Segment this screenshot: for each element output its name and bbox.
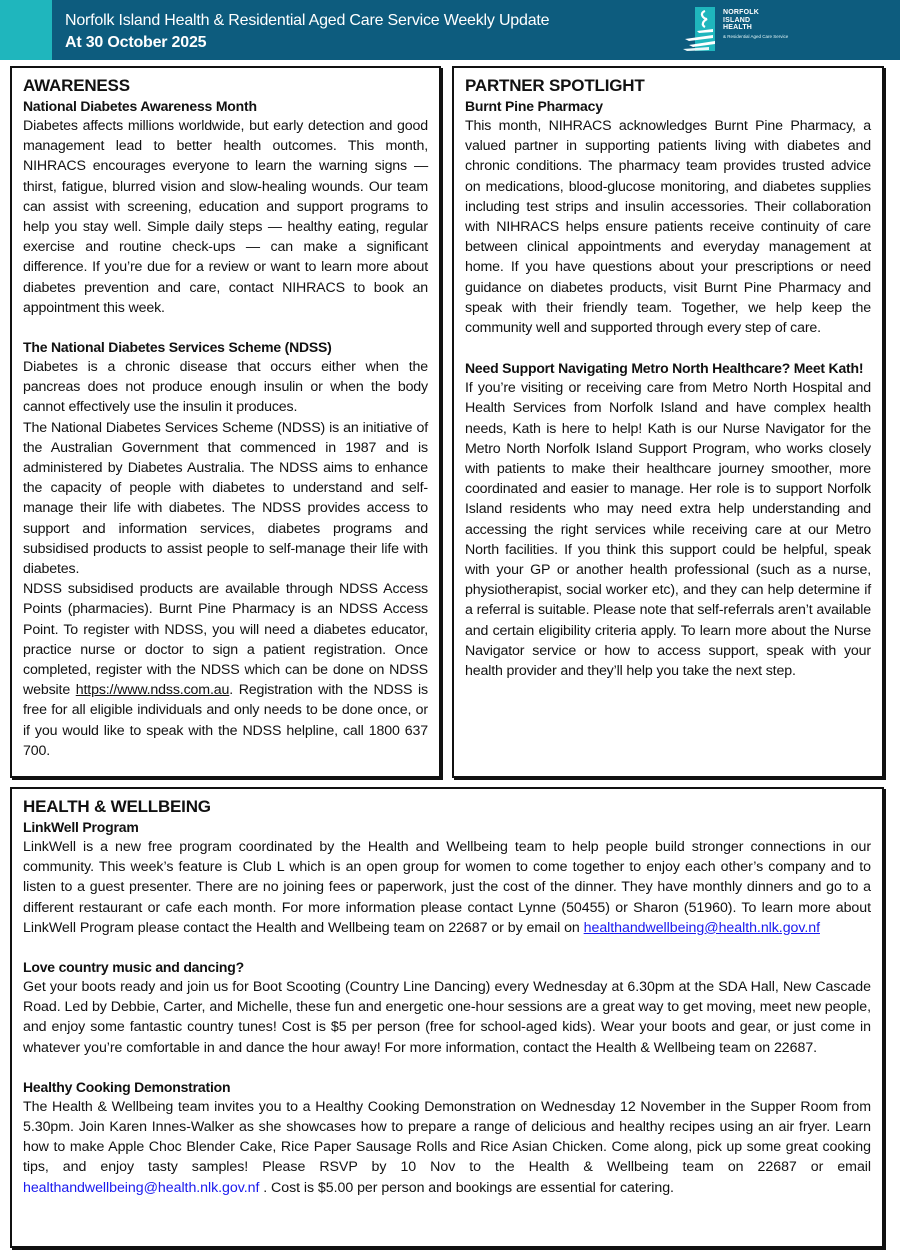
- article-body: If you’re visiting or receiving care from Metro North Hospital and Health Services from Norfolk Island and have complex health needs, Kath is here to help! Kath is our Nurse Navigator for the Metro North Norfolk Island Support Program, who works closely with patients to make their healthcare journey smoother, more coordinated and easier to manage. Her role is to support Norfolk Island residents who may need extra help understanding and accessing the right services while receiving care at our Metro North facilities. If you think this support could be helpful, speak with your GP or another health professional (such as a nurse, physiotherapist, social worker etc), and they can help determine if a referral is suitable. Please note that self-referrals aren’t available and certain eligibility criteria apply. To learn more about the Nurse Navigator service or how to access support, speak with your health provider and they’ll help you take the next step.: [465, 380, 871, 680]
- article-body: This month, NIHRACS acknowledges Burnt Pine Pharmacy, a valued partner in supporting patients living with diabetes and chronic conditions. The pharmacy team provides trusted advice on medications, blood-glucose monitoring, and diabetes supplies including test strips and insulin accessories. Their collaboration with NIHRACS helps ensure patients receive continuity of care between clinical appointments and everyday management at home. If you have questions about your prescriptions or need guidance on diabetes products, visit Burnt Pine Pharmacy and speak with their friendly team. Together, we help keep the community well and supported through every step of care.: [465, 118, 871, 337]
- section-heading: AWARENESS: [23, 76, 130, 95]
- email-link[interactable]: healthandwellbeing@health.nlk.gov.nf: [583, 919, 820, 936]
- logo-tagline: & Residential Aged Care Service: [723, 34, 789, 39]
- article-heading: Burnt Pine Pharmacy: [465, 98, 603, 114]
- section-heading: HEALTH & WELLBEING: [23, 797, 211, 816]
- organisation-logo: [683, 5, 793, 53]
- paragraph-text: LinkWell is a new free program coordinated by the Health and Wellbeing team to help people build stronger connections in our community. This week’s feature is Club L which is an open group for women to come together to enjoy each other’s company and to listen to a guest presenter. There are no joining fees or paperwork, just the cost of the dinner. They have monthly dinners and go to a different restaurant or cafe each month. For more information please contact Lynne (50455) or Sharon (51960). To learn more about LinkWell Program please contact the Health and Wellbeing team on 22687 or by email on: [23, 839, 871, 936]
- article-heading: The National Diabetes Services Scheme (NDSS): [23, 339, 332, 356]
- article-heading: Need Support Navigating Metro North Healthcare? Meet Kath!: [465, 360, 864, 377]
- partner-spotlight-section: [452, 66, 884, 778]
- article-heading: LinkWell Program: [23, 819, 139, 835]
- ndss-website-link[interactable]: https://www.ndss.com.au: [75, 682, 230, 699]
- article-heading: Healthy Cooking Demonstration: [23, 1078, 231, 1095]
- section-heading: PARTNER SPOTLIGHT: [465, 76, 645, 95]
- newsletter-title: Norfolk Island Health & Residential Aged Care Service Weekly Update: [65, 12, 550, 29]
- email-link[interactable]: healthandwellbeing@health.nlk.gov.nf: [23, 1179, 260, 1196]
- article-heading: National Diabetes Awareness Month: [23, 98, 257, 114]
- paragraph-text: The Health & Wellbeing team invites you to a Healthy Cooking Demonstration on Wednesday 12 November in the Supper Room from 5.30pm. Join Karen Innes-Walker as she showcases how to prepare a range of delicious and healthy recipes using an air fryer. Learn how to make Apple Choc Blender Cake, Rice Paper Sausage Rolls and Rice Asian Chicken. Come along, pick up some great cooking tips, and enjoy tasty samples! Please RSVP by 10 Nov to the Health & Wellbeing team on 22687 or email: [23, 1098, 871, 1176]
- newsletter-date: At 30 October 2025: [65, 34, 207, 51]
- paragraph-text: . Registration with the NDSS is free for all eligible individuals and only needs to be done once, or if you would like to speak with the NDSS helpline, call 1800 637 700.: [23, 682, 428, 759]
- article-paragraph: Diabetes is a chronic disease that occurs either when the pancreas does not produce enough insulin or when the body cannot effectively use the insulin it produces.: [23, 359, 428, 416]
- article-body: [23, 1097, 871, 1198]
- article-paragraph: [23, 579, 428, 761]
- header-accent-bar: [0, 0, 52, 60]
- norfolk-island-health-logo-icon: [683, 5, 721, 53]
- logo-line-3: HEALTH: [723, 24, 753, 31]
- logo-line-2: ISLAND: [723, 16, 751, 24]
- paragraph-text: NDSS subsidised products are available through NDSS Access Points (pharmacies). Burnt Pine Pharmacy is an NDSS Access Point. To register with NDSS, you will need a diabetes educator, practice nurse or doctor to sign a patient registration. Once completed, register with the NDSS which can be done on NDSS website: [23, 581, 428, 699]
- awareness-section: [10, 66, 441, 778]
- logo-line-1: NORFOLK: [723, 9, 760, 16]
- article-body: Diabetes affects millions worldwide, but early detection and good management lead to better health outcomes. This month, NIHRACS encourages everyone to learn the warning signs — thirst, fatigue, blurred vision and slow-healing wounds. Our team can assist with screening, education and support programs to help you stay well. Simple daily steps — healthy eating, regular exercise and routine check-ups — can make a significant difference. If you’re due for a review or want to learn more about diabetes prevention and care, contact NIHRACS to book an appointment this week.: [23, 118, 428, 316]
- header-banner: [0, 0, 900, 60]
- article-paragraph: The National Diabetes Services Scheme (NDSS) is an initiative of the Australian Government that commenced in 1987 and is administered by Diabetes Australia. The NDSS aims to enhance the capacity of people with diabetes to understand and self-manage their life with diabetes. The NDSS provides access to support and information services, diabetes programs and subsidised products to assist people to self-manage their life with diabetes.: [23, 419, 428, 578]
- paragraph-text: . Cost is $5.00 per person and bookings are essential for catering.: [259, 1179, 674, 1196]
- logo-wordmark: [723, 9, 759, 32]
- article-heading: Love country music and dancing?: [23, 959, 244, 976]
- article-body: [23, 837, 871, 938]
- health-wellbeing-section: [10, 787, 884, 1248]
- article-body: Get your boots ready and join us for Boot Scooting (Country Line Dancing) every Wednesday at 6.30pm at the SDA Hall, New Cascade Road. Led by Debbie, Carter, and Michelle, these fun and energetic one-hour sessions are a great way to get moving, meet new people, and enjoy some fantastic country tunes! Cost is $5 per person (free for school-aged kids). Wear your boots and gear, or just come in whatever you’re comfortable in and dance the hour away! For more information, contact the Health & Wellbeing team on 22687.: [23, 979, 871, 1056]
